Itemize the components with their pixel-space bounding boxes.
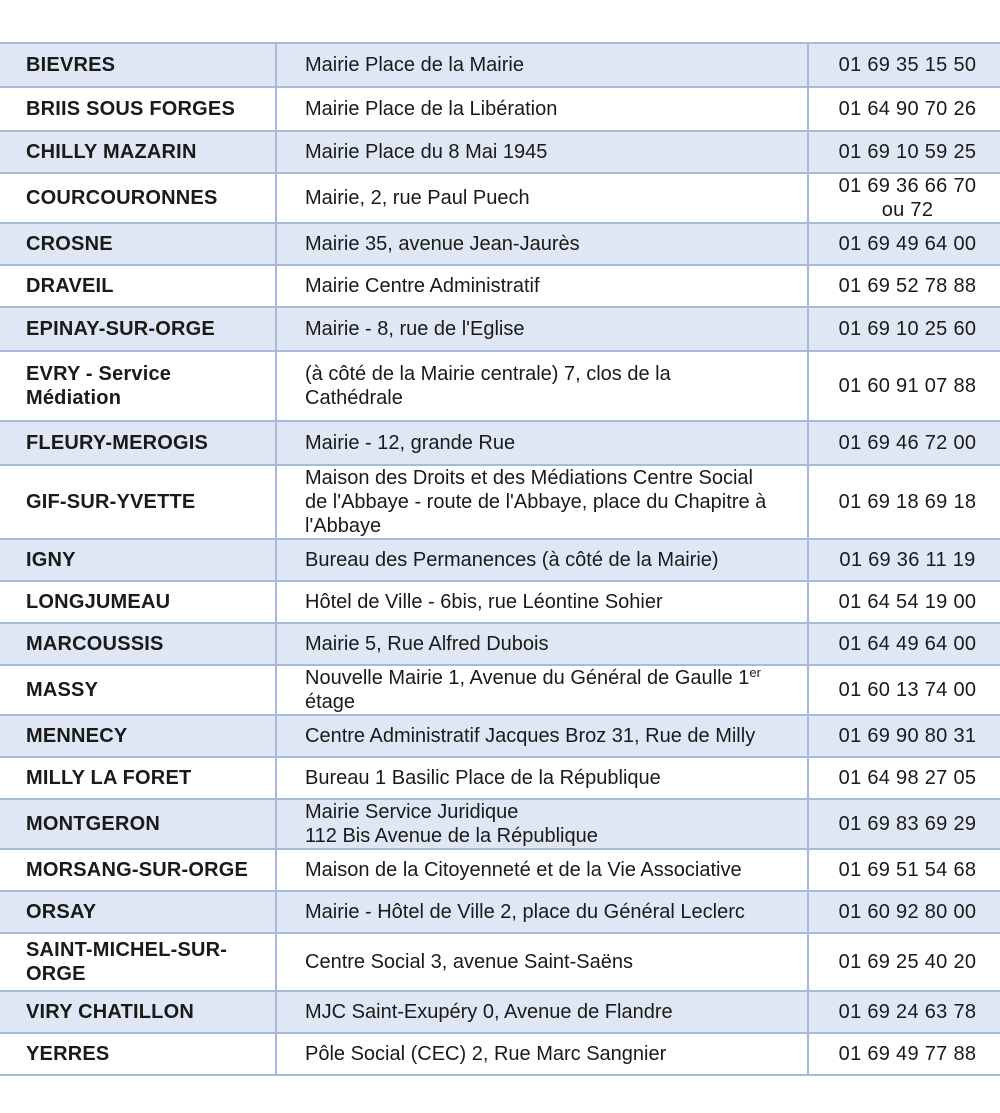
address-line (305, 548, 799, 572)
address-line-text: Hôtel de Ville - 6bis, rue Léontine Sohier (305, 591, 663, 613)
address-line (305, 386, 799, 410)
city-cell: MENNECY (0, 715, 276, 757)
address-line-text: Mairie Centre Administratif (305, 275, 540, 297)
phone-cell (808, 849, 1000, 891)
address-line-text: 112 Bis Avenue de la République (305, 825, 598, 847)
address-line-text: Mairie Place de la Libération (305, 98, 558, 120)
address-line-text: étage (305, 691, 356, 713)
table-row (0, 539, 1000, 581)
address-cell (276, 265, 808, 307)
phone-cell (808, 623, 1000, 665)
address-line (305, 632, 799, 656)
city-cell: EPINAY-SUR-ORGE (0, 307, 276, 351)
table-row (0, 991, 1000, 1033)
address-line (305, 1000, 799, 1024)
address-cell (276, 223, 808, 265)
table-row (0, 307, 1000, 351)
address-cell (276, 87, 808, 131)
address-line (305, 186, 799, 210)
address-line (305, 590, 799, 614)
phone-cell (808, 891, 1000, 933)
city-cell: IGNY (0, 539, 276, 581)
table-body (0, 43, 1000, 1075)
city-cell: ORSAY (0, 891, 276, 933)
address-line (305, 724, 799, 748)
city-cell: VIRY CHATILLON (0, 991, 276, 1033)
address-cell (276, 933, 808, 991)
address-line-text: Mairie - 8, rue de l'Eglise (305, 318, 525, 340)
table-row (0, 465, 1000, 539)
phone-cell (808, 665, 1000, 715)
address-line (305, 766, 799, 790)
phone-line: 01 64 49 64 00 (838, 633, 977, 655)
phone-cell (808, 539, 1000, 581)
phone-cell (808, 131, 1000, 173)
address-line-text: Mairie - Hôtel de Ville 2, place du Général Leclerc (305, 901, 745, 923)
phone-line: 01 69 35 15 50 (838, 54, 977, 76)
address-cell (276, 173, 808, 223)
address-line-text: de l'Abbaye - route de l'Abbaye, place du Chapitre à (305, 491, 767, 513)
address-line (305, 824, 799, 848)
phone-cell (808, 465, 1000, 539)
table-row (0, 715, 1000, 757)
city-cell: EVRY - Service Médiation (0, 351, 276, 421)
address-line (305, 232, 799, 256)
phone-line: 01 60 92 80 00 (838, 901, 977, 923)
city-cell: SAINT-MICHEL-SUR-ORGE (0, 933, 276, 991)
table-row (0, 131, 1000, 173)
address-superscript: er (749, 665, 761, 680)
phone-line: 01 69 46 72 00 (838, 432, 977, 454)
city-cell: BIEVRES (0, 43, 276, 87)
address-cell (276, 799, 808, 849)
address-line (305, 53, 799, 77)
city-cell: MARCOUSSIS (0, 623, 276, 665)
table-row (0, 87, 1000, 131)
table-row (0, 223, 1000, 265)
address-cell (276, 581, 808, 623)
mediation-directory-table (0, 42, 1000, 1076)
address-line-text: Pôle Social (CEC) 2, Rue Marc Sangnier (305, 1043, 667, 1065)
address-line-text: l'Abbaye (305, 515, 382, 537)
address-line (305, 1042, 799, 1066)
address-line-text: Mairie 5, Rue Alfred Dubois (305, 633, 549, 655)
phone-line: 01 69 10 25 60 (838, 318, 977, 340)
phone-line: ou 72 (881, 199, 934, 221)
phone-cell (808, 421, 1000, 465)
address-line (305, 431, 799, 455)
phone-cell (808, 757, 1000, 799)
phone-line: 01 60 13 74 00 (838, 679, 977, 701)
address-line-text: Mairie, 2, rue Paul Puech (305, 187, 530, 209)
phone-cell (808, 307, 1000, 351)
address-line (305, 466, 799, 490)
address-line (305, 690, 799, 714)
address-cell (276, 891, 808, 933)
address-cell (276, 665, 808, 715)
phone-cell (808, 87, 1000, 131)
city-cell: MORSANG-SUR-ORGE (0, 849, 276, 891)
phone-line: 01 64 54 19 00 (838, 591, 977, 613)
address-line-text: MJC Saint-Exupéry 0, Avenue de Flandre (305, 1001, 673, 1023)
city-cell: YERRES (0, 1033, 276, 1075)
phone-line: 01 69 25 40 20 (838, 951, 977, 973)
phone-cell (808, 581, 1000, 623)
address-line (305, 666, 799, 690)
address-line-text: Mairie Place du 8 Mai 1945 (305, 141, 548, 163)
address-cell (276, 757, 808, 799)
address-line (305, 274, 799, 298)
phone-line: 01 60 91 07 88 (838, 375, 977, 397)
phone-line: 01 69 52 78 88 (838, 275, 977, 297)
address-line-text: Bureau 1 Basilic Place de la République (305, 767, 661, 789)
table-row (0, 43, 1000, 87)
phone-line: 01 69 24 63 78 (838, 1001, 977, 1023)
phone-cell (808, 173, 1000, 223)
address-cell (276, 849, 808, 891)
address-line (305, 858, 799, 882)
address-line-text: Maison de la Citoyenneté et de la Vie Associative (305, 859, 742, 881)
phone-cell (808, 265, 1000, 307)
address-cell (276, 465, 808, 539)
phone-line: 01 69 10 59 25 (838, 141, 977, 163)
address-cell (276, 623, 808, 665)
address-cell (276, 539, 808, 581)
phone-line: 01 69 36 11 19 (839, 549, 976, 571)
table-row (0, 173, 1000, 223)
phone-line: 01 64 98 27 05 (838, 767, 977, 789)
address-line-text: Bureau des Permanences (à côté de la Mairie) (305, 549, 719, 571)
address-cell (276, 43, 808, 87)
table-row (0, 265, 1000, 307)
city-cell: BRIIS SOUS FORGES (0, 87, 276, 131)
phone-line: 01 69 18 69 18 (838, 491, 977, 513)
table-row (0, 665, 1000, 715)
address-line-text: Centre Administratif Jacques Broz 31, Rue de Milly (305, 725, 756, 747)
address-cell (276, 351, 808, 421)
address-cell (276, 421, 808, 465)
table-row (0, 421, 1000, 465)
phone-cell (808, 933, 1000, 991)
directory-table-container (0, 42, 1000, 1076)
city-cell: CROSNE (0, 223, 276, 265)
phone-line: 01 69 49 64 00 (838, 233, 977, 255)
table-row (0, 891, 1000, 933)
phone-line: 01 64 90 70 26 (838, 98, 977, 120)
address-cell (276, 1033, 808, 1075)
address-line-text: Mairie 35, avenue Jean-Jaurès (305, 233, 580, 255)
table-row (0, 581, 1000, 623)
address-line (305, 97, 799, 121)
address-line-text: Mairie Service Juridique (305, 801, 519, 823)
phone-cell (808, 43, 1000, 87)
address-line-text: Mairie - 12, grande Rue (305, 432, 516, 454)
table-row (0, 933, 1000, 991)
table-row (0, 1033, 1000, 1075)
table-row (0, 849, 1000, 891)
city-cell: MASSY (0, 665, 276, 715)
phone-cell (808, 1033, 1000, 1075)
address-line-text: Cathédrale (305, 387, 403, 409)
city-cell: COURCOURONNES (0, 173, 276, 223)
city-cell: FLEURY-MEROGIS (0, 421, 276, 465)
address-line (305, 490, 799, 514)
phone-line: 01 69 51 54 68 (838, 859, 977, 881)
city-cell: LONGJUMEAU (0, 581, 276, 623)
address-cell (276, 307, 808, 351)
table-row (0, 757, 1000, 799)
address-line (305, 140, 799, 164)
address-line-text: (à côté de la Mairie centrale) 7, clos de la (305, 363, 671, 385)
phone-line: 01 69 90 80 31 (838, 725, 977, 747)
address-line (305, 950, 799, 974)
phone-line: 01 69 49 77 88 (838, 1043, 977, 1065)
address-line (305, 317, 799, 341)
phone-cell (808, 991, 1000, 1033)
address-line (305, 362, 799, 386)
address-cell (276, 131, 808, 173)
city-cell: CHILLY MAZARIN (0, 131, 276, 173)
address-line-text: Nouvelle Mairie 1, Avenue du Général de Gaulle 1 (305, 667, 750, 689)
address-line-text: Mairie Place de la Mairie (305, 54, 524, 76)
city-cell: DRAVEIL (0, 265, 276, 307)
table-row (0, 623, 1000, 665)
address-line-text: Maison des Droits et des Médiations Centre Social (305, 467, 753, 489)
phone-cell (808, 351, 1000, 421)
phone-cell (808, 799, 1000, 849)
phone-cell (808, 715, 1000, 757)
table-row (0, 351, 1000, 421)
city-cell: MONTGERON (0, 799, 276, 849)
phone-cell (808, 223, 1000, 265)
address-line (305, 800, 799, 824)
table-row (0, 799, 1000, 849)
address-line (305, 514, 799, 538)
address-cell (276, 715, 808, 757)
phone-line: 01 69 36 66 70 (838, 175, 977, 197)
address-line-text: Centre Social 3, avenue Saint-Saëns (305, 951, 633, 973)
address-line (305, 900, 799, 924)
city-cell: MILLY LA FORET (0, 757, 276, 799)
address-cell (276, 991, 808, 1033)
city-cell: GIF-SUR-YVETTE (0, 465, 276, 539)
phone-line: 01 69 83 69 29 (838, 813, 977, 835)
